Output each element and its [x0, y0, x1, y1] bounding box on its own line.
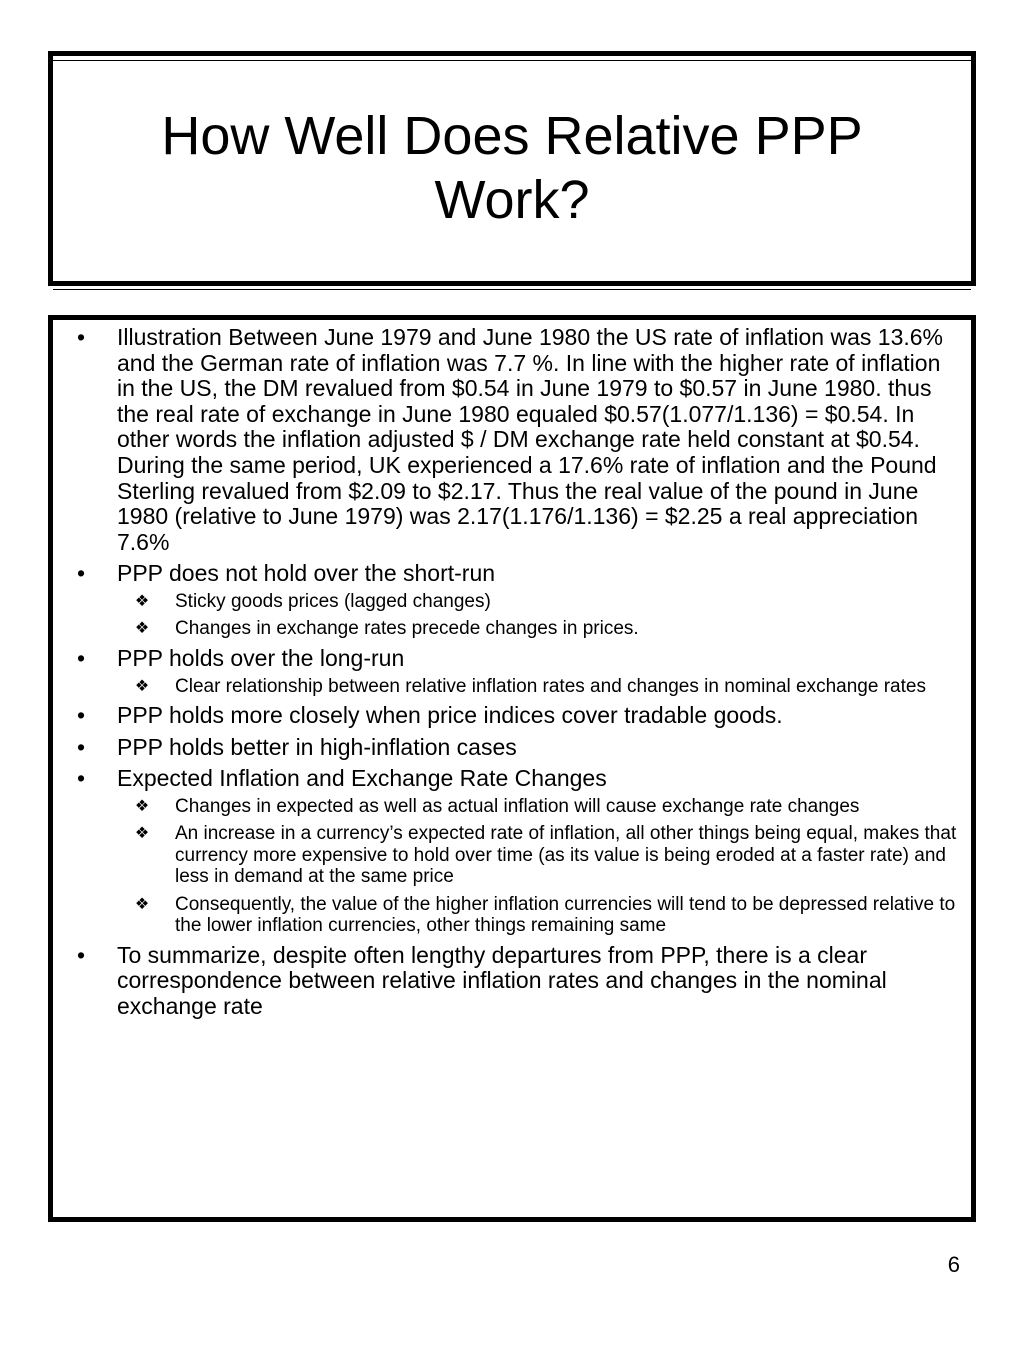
sub-bullet-item: [117, 591, 957, 613]
bullet-text: PPP holds better in high-inflation cases: [117, 733, 517, 760]
sub-bullet-item: [117, 894, 957, 937]
bullet-dot-icon: •: [76, 765, 86, 792]
title-box-inner-rule-top: [53, 60, 971, 61]
sub-bullet-item: [117, 823, 957, 888]
bullet-text: PPP holds over the long-run: [117, 644, 405, 671]
slide-title: How Well Does Relative PPP Work?: [161, 106, 863, 230]
diamond-bullet-icon: ❖: [134, 895, 150, 913]
bullet-item: [71, 325, 957, 555]
sub-bullet-text: Clear relationship between relative inflation rates and changes in nominal exchange rates: [175, 675, 926, 697]
content-box: [48, 315, 976, 1222]
diamond-bullet-icon: ❖: [134, 592, 150, 610]
diamond-bullet-icon: ❖: [134, 797, 150, 815]
bullet-text: Expected Inflation and Exchange Rate Changes: [117, 765, 607, 792]
sub-bullet-text: Changes in exchange rates precede changes in prices.: [175, 618, 639, 640]
bullet-item: [71, 561, 957, 640]
bullet-dot-icon: •: [76, 324, 86, 350]
bullet-text: Illustration Between June 1979 and June 1980 the US rate of inflation was 13.6% and the German rate of inflation was 7.7 %. In line with the higher rate of inflation in the US, the DM revalued from $0.54 in June 1979 to $0.57 in June 1980. thus the real rate of exchange in June 1980 equaled $0.57(1.077/1.136) = $0.54. In other words the inflation adjusted $ / DM exchange rate held constant at $0.54. During the same period, UK experienced a 17.6% rate of inflation and the Pound Sterling revalued from $2.09 to $2.17. Thus the real value of the pound in June 1980 (relative to June 1979) was 2.17(1.176/1.136) = $2.25 a real appreciation 7.6%: [117, 324, 943, 555]
bullet-item: [71, 943, 957, 1020]
title-box-inner-rule-bottom: [53, 289, 971, 290]
diamond-bullet-icon: ❖: [134, 677, 150, 695]
bullet-dot-icon: •: [76, 941, 86, 968]
page-number: 6: [947, 1252, 960, 1277]
bullet-item: [71, 646, 957, 697]
sub-bullet-item: [117, 676, 957, 698]
bullet-dot-icon: •: [76, 733, 86, 760]
content-box-inner-rule-top: [48, 317, 976, 318]
sub-bullet-text: Consequently, the value of the higher inflation currencies will tend to be depressed relative to the lower inflation currencies, other things remaining same: [175, 893, 956, 937]
bullet-item: [71, 735, 957, 761]
bullet-dot-icon: •: [76, 702, 86, 729]
bullet-item: [71, 766, 957, 937]
sub-bullet-text: Sticky goods prices (lagged changes): [175, 590, 491, 612]
sub-bullet-list: [117, 676, 957, 698]
sub-bullet-list: [117, 796, 957, 937]
sub-bullet-text: An increase in a currency’s expected rate of inflation, all other things being equal, makes that currency more expensive to hold over time (as its value is being eroded at a faster rate) and less in demand at the same price: [175, 823, 957, 888]
bullet-dot-icon: •: [76, 560, 86, 587]
sub-bullet-item: [117, 618, 957, 640]
diamond-bullet-icon: ❖: [134, 620, 150, 638]
sub-bullet-item: [117, 796, 957, 818]
bullet-list: [71, 325, 957, 1026]
bullet-text: PPP does not hold over the short-run: [117, 560, 496, 587]
sub-bullet-text: Changes in expected as well as actual inflation will cause exchange rate changes: [175, 795, 860, 817]
bullet-text: PPP holds more closely when price indices cover tradable goods.: [117, 702, 783, 729]
title-box: [48, 51, 976, 286]
content-box-inner-rule-bottom: [48, 1218, 976, 1219]
sub-bullet-list: [117, 591, 957, 640]
bullet-dot-icon: •: [76, 644, 86, 671]
bullet-item: [71, 703, 957, 729]
diamond-bullet-icon: ❖: [134, 825, 150, 843]
bullet-text: To summarize, despite often lengthy departures from PPP, there is a clear correspondence between relative inflation rates and changes in the nominal exchange rate: [117, 941, 887, 1019]
